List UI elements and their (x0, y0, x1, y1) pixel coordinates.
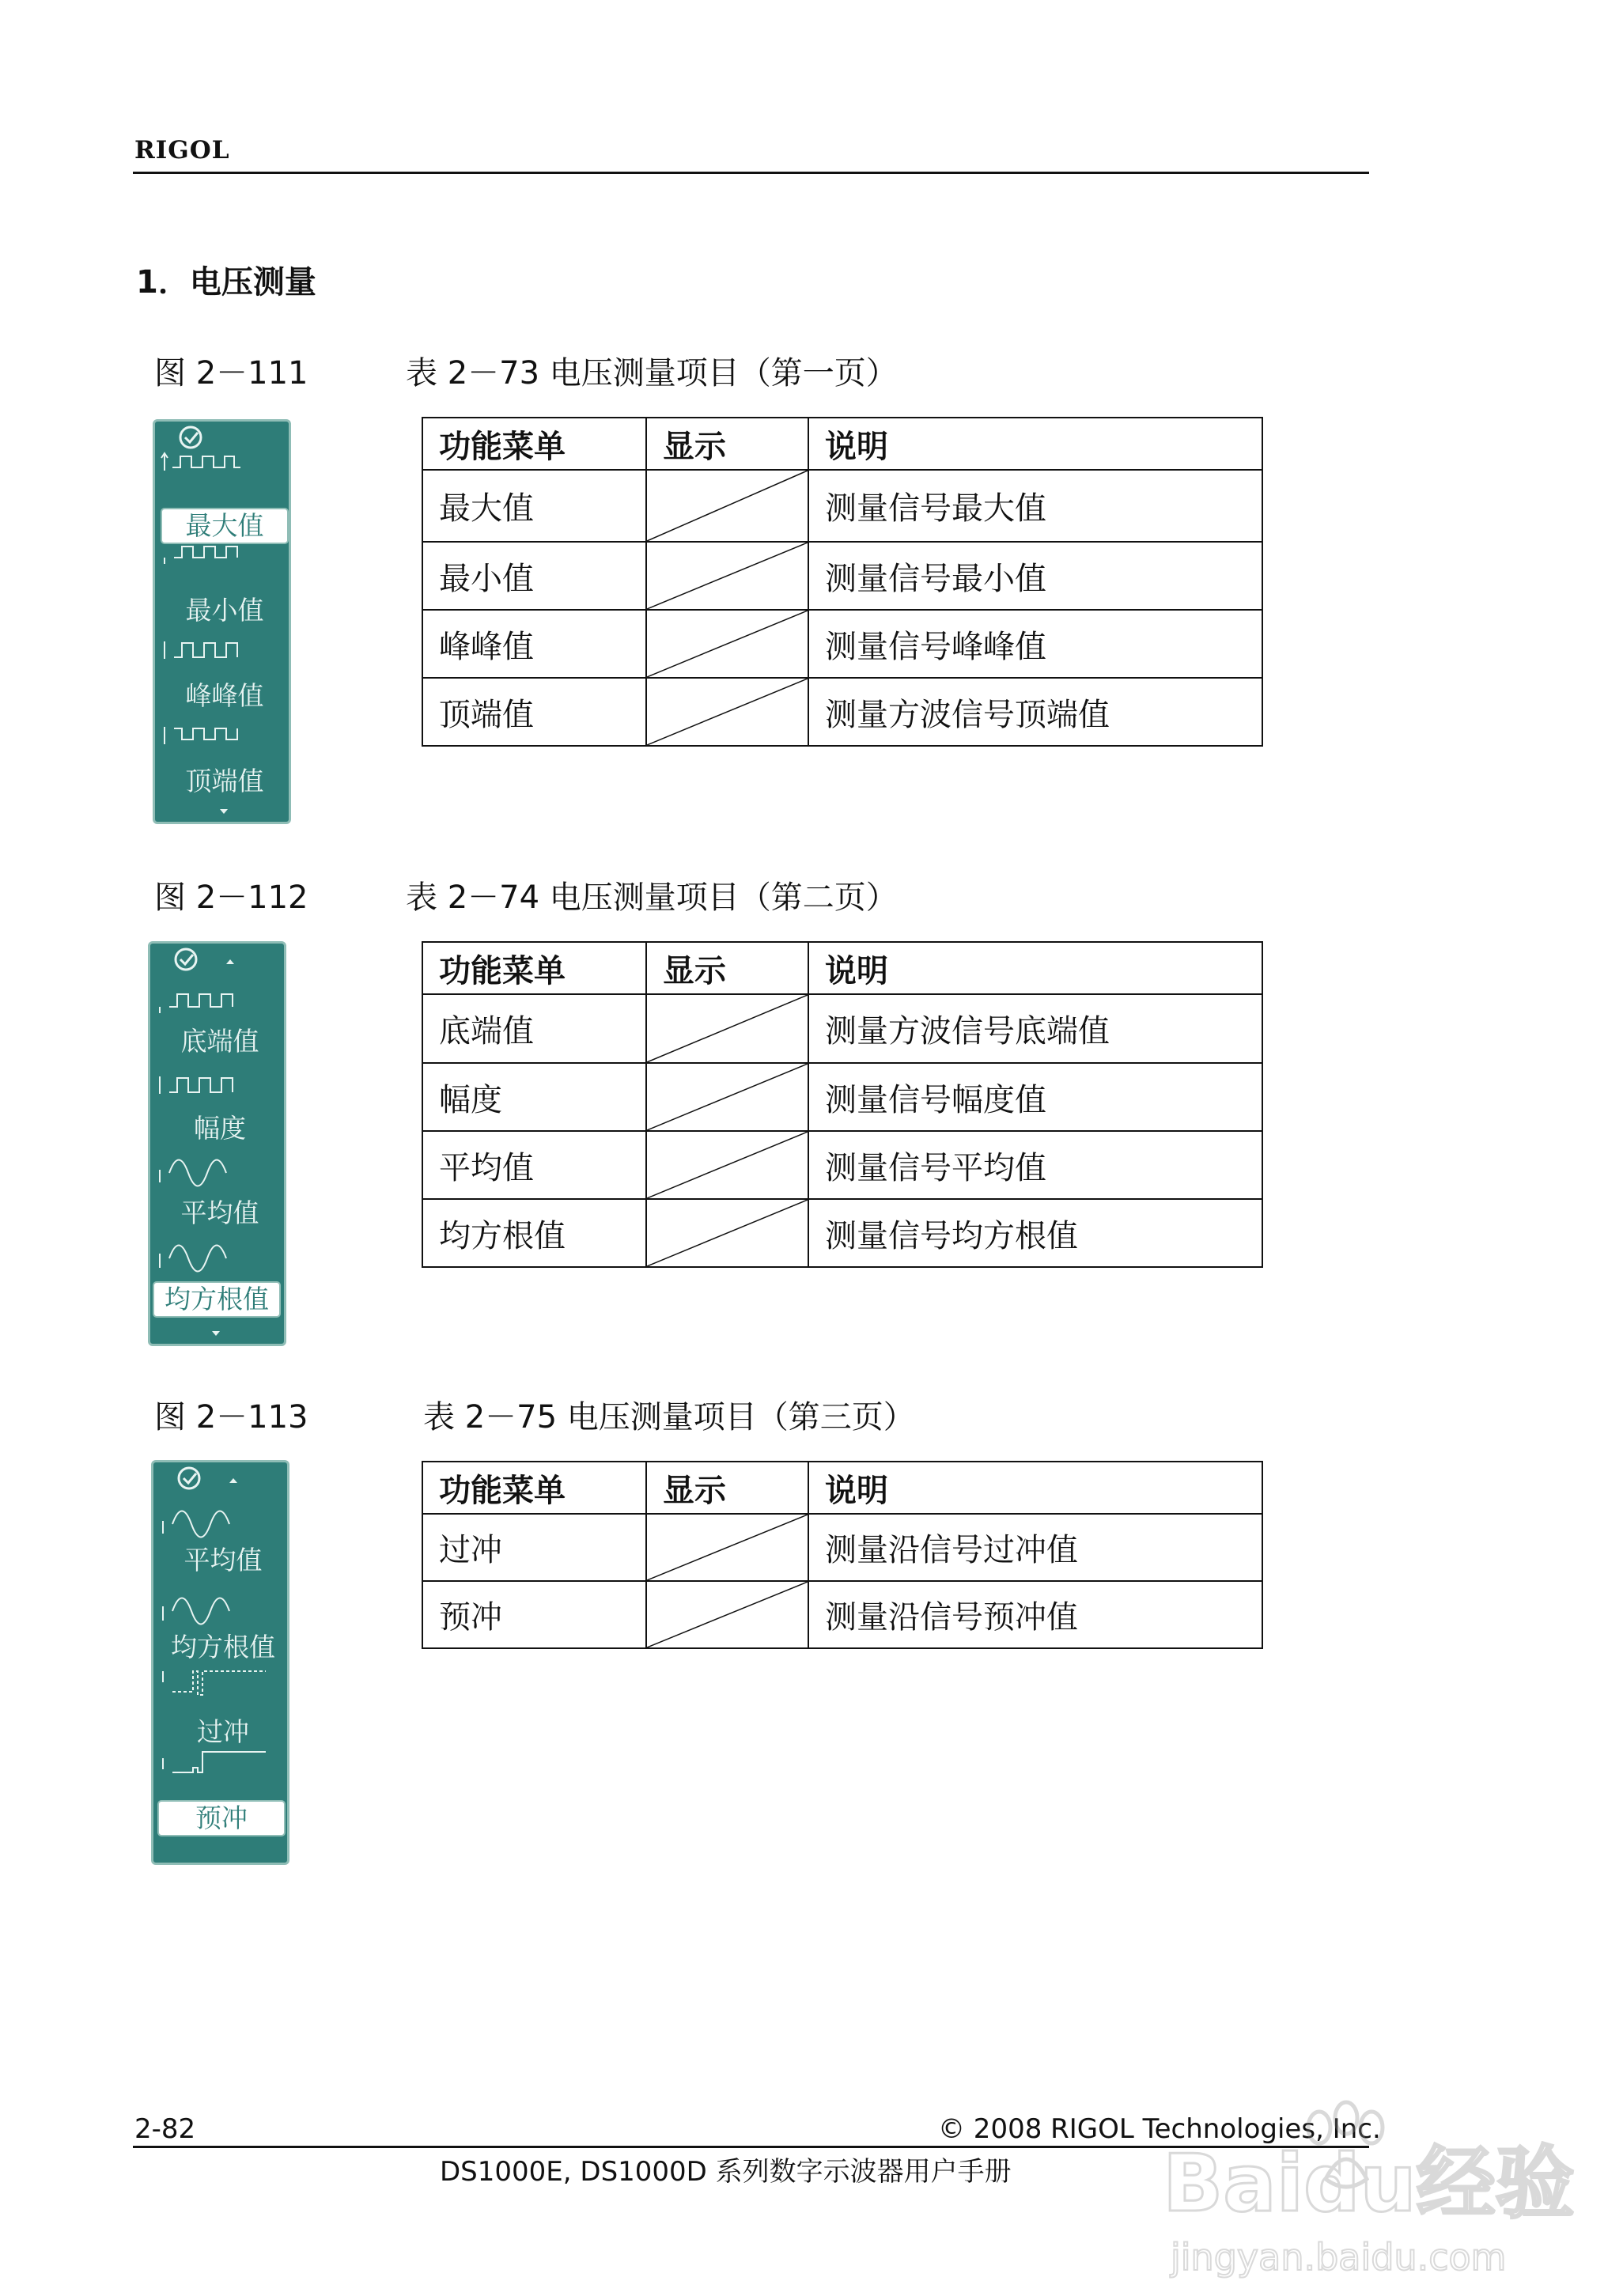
column-header: 显示 (646, 1462, 808, 1514)
display-cell (646, 1581, 808, 1648)
table-row (422, 1199, 1262, 1267)
description-cell: 测量方波信号底端值 (808, 994, 1262, 1063)
oscilloscope-softkey-menu (151, 1460, 289, 1865)
column-header: 功能菜单 (422, 418, 646, 470)
display-cell (646, 1131, 808, 1199)
menu-item-label: 平均值 (180, 1197, 259, 1228)
description-cell: 测量信号平均值 (808, 1131, 1262, 1199)
header-rule (133, 172, 1369, 174)
copyright-text: © 2008 RIGOL Technologies, Inc. (938, 2113, 1381, 2145)
table-caption: 表 2－74 电压测量项目（第二页） (406, 879, 898, 916)
scroll-down-icon (220, 809, 228, 814)
menu-item-label: 幅度 (194, 1113, 246, 1144)
column-header: 功能菜单 (422, 942, 646, 994)
function-cell: 平均值 (422, 1131, 646, 1199)
menu-item-label: 底端值 (180, 1026, 259, 1057)
function-cell: 预冲 (422, 1581, 646, 1648)
column-header: 说明 (808, 1462, 1262, 1514)
menu-item-label: 平均值 (183, 1545, 263, 1575)
function-cell: 最大值 (422, 470, 646, 542)
function-cell: 过冲 (422, 1514, 646, 1581)
display-cell (646, 1063, 808, 1131)
column-header: 说明 (808, 418, 1262, 470)
watermark-brand: Baidu经验 (1163, 2137, 1575, 2230)
function-cell: 底端值 (422, 994, 646, 1063)
watermark-url: jingyan.baidu.com (1171, 2236, 1507, 2279)
menu-item-label: 预冲 (195, 1802, 248, 1833)
function-cell: 顶端值 (422, 678, 646, 746)
function-cell: 均方根值 (422, 1199, 646, 1267)
table-row (422, 470, 1262, 542)
table-row (422, 542, 1262, 610)
table-row (422, 1581, 1262, 1648)
display-cell (646, 678, 808, 746)
menu-item-label: 最小值 (185, 595, 264, 626)
menu-item-label: 均方根值 (171, 1632, 275, 1662)
scroll-up-icon (226, 959, 234, 964)
table-row (422, 1131, 1262, 1199)
display-cell (646, 610, 808, 678)
display-cell (646, 1199, 808, 1267)
column-header: 显示 (646, 418, 808, 470)
table-row (422, 610, 1262, 678)
display-cell (646, 470, 808, 542)
measure-icon (180, 427, 201, 448)
column-header: 显示 (646, 942, 808, 994)
description-cell: 测量信号最大值 (808, 470, 1262, 542)
display-cell (646, 542, 808, 610)
description-cell: 测量信号最小值 (808, 542, 1262, 610)
spec-table (422, 1461, 1263, 1649)
table-row (422, 1514, 1262, 1581)
menu-item-label: 峰峰值 (185, 680, 264, 711)
description-cell: 测量沿信号过冲值 (808, 1514, 1262, 1581)
description-cell: 测量沿信号预冲值 (808, 1581, 1262, 1648)
figure-caption: 图 2－112 (154, 879, 308, 916)
document-title: DS1000E, DS1000D 系列数字示波器用户手册 (440, 2156, 1012, 2188)
baidu-watermark (1147, 2072, 1590, 2286)
column-header: 说明 (808, 942, 1262, 994)
table-row (422, 1063, 1262, 1131)
section-title: 1．电压测量 (136, 264, 316, 301)
description-cell: 测量信号峰峰值 (808, 610, 1262, 678)
description-cell: 测量方波信号顶端值 (808, 678, 1262, 746)
function-cell: 最小值 (422, 542, 646, 610)
display-cell (646, 1514, 808, 1581)
menu-item-label: 顶端值 (185, 766, 264, 796)
description-cell: 测量信号幅度值 (808, 1063, 1262, 1131)
scroll-down-icon (212, 1331, 220, 1336)
oscilloscope-softkey-menu (153, 419, 291, 824)
menu-item-label: 最大值 (185, 510, 264, 541)
menu-item-label: 均方根值 (165, 1284, 269, 1314)
measure-icon (176, 949, 196, 970)
table-row (422, 678, 1262, 746)
function-cell: 峰峰值 (422, 610, 646, 678)
display-cell (646, 994, 808, 1063)
figure-caption: 图 2－113 (154, 1399, 308, 1435)
oscilloscope-softkey-menu (148, 941, 286, 1346)
column-header: 功能菜单 (422, 1462, 646, 1514)
menu-item-label: 过冲 (197, 1716, 249, 1747)
table-caption: 表 2－75 电压测量项目（第三页） (423, 1399, 915, 1435)
scroll-up-icon (229, 1478, 237, 1483)
measure-icon (179, 1468, 199, 1488)
spec-table (422, 417, 1263, 747)
table-row (422, 994, 1262, 1063)
spec-table (422, 941, 1263, 1268)
description-cell: 测量信号均方根值 (808, 1199, 1262, 1267)
figure-caption: 图 2－111 (154, 355, 308, 391)
table-caption: 表 2－73 电压测量项目（第一页） (406, 355, 898, 391)
page-number: 2-82 (134, 2113, 196, 2145)
function-cell: 幅度 (422, 1063, 646, 1131)
brand-logo: RIGOL (134, 136, 230, 165)
